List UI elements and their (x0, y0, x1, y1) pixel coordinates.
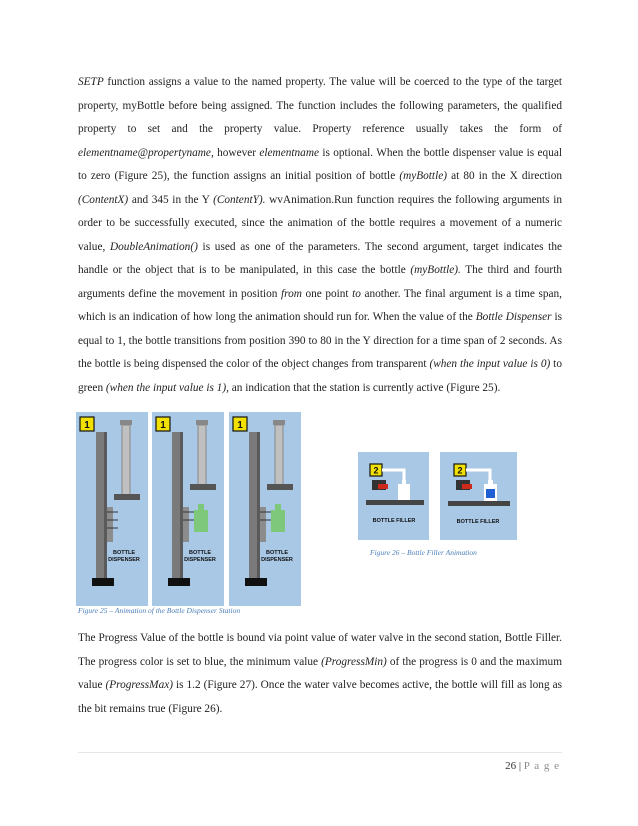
figure26-frame-1 (358, 452, 429, 540)
text-span: wvAnimation.Run function requires the following arguments in order to be successfully executed, since the animation of the bottle requires a movement of a numeric value, (78, 193, 562, 253)
figure26-frame-2 (440, 452, 517, 540)
white-bottle (398, 484, 410, 500)
station-label: DISPENSER (184, 557, 216, 563)
text-span: is 1.2 (Figure 27). Once the water valve becomes active, the bottle will fill as long as the bit remains true (Figure 26). (78, 679, 562, 715)
text-span: an indication that the station is currently active (Figure 25). (228, 381, 501, 394)
text-span: however (213, 146, 260, 159)
text-span: (when the input value is 1), (105, 381, 229, 394)
text-span: (myBottle). (410, 264, 461, 276)
text-span: is used as one of the parameters. The second argument, target indicates the handle or the object that is to be manipulated, in this case the bottle (78, 240, 562, 276)
station-number: 1 (237, 420, 243, 431)
station-number: 2 (457, 465, 463, 476)
text-span: and 345 in the Y (128, 193, 214, 206)
green-bottle (194, 510, 208, 532)
text-span: elementname@propertyname, (78, 146, 214, 159)
text-span: DoubleAnimation() (110, 240, 198, 253)
station-label: BOTTLE (113, 550, 135, 556)
figure26-caption: Figure 26 – Bottle Filler Animation (370, 548, 477, 557)
text-span: (when the input value is 0) (429, 358, 551, 370)
page-number: 26 (505, 760, 517, 772)
text-span: (ContentX) (78, 193, 129, 206)
text-span: (ProgressMax) (105, 679, 173, 691)
text-span: to green (78, 358, 562, 394)
station-label: BOTTLE FILLER (456, 519, 500, 525)
station-label: DISPENSER (261, 557, 293, 563)
station-number: 1 (84, 420, 90, 431)
figure25-frame-3 (229, 412, 301, 606)
text-span: The Progress Value of the bottle is bound via point value of water valve in the second station, Bottle Filler. The progress color is set to blue, the minimum value (78, 632, 562, 668)
text-span: is optional. When the bottle dispenser value is equal to zero (Figure 25), the function assigns an initial position of bottle (78, 146, 562, 182)
green-bottle (271, 510, 285, 532)
text-span: elementname (259, 146, 319, 159)
footer-divider (78, 752, 562, 753)
text-span: one point (301, 287, 353, 300)
text-span: SETP (78, 76, 104, 88)
text-span: at 80 in the X direction (447, 170, 562, 182)
station-label: BOTTLE (266, 550, 288, 556)
text-span: of the progress is 0 and the maximum value (78, 655, 562, 691)
figure25-frame-1 (76, 412, 148, 606)
text-span: function assigns a value to the named property. The value will be coerced to the type of the target property, myBottle before being assigned. The function includes the following parameters, the qualified property to set and the property value. Property reference usually takes the form of (78, 76, 562, 135)
text-span: another. The final argument is a time span, which is an indication of how long the animation should run for. When the value of the (78, 287, 562, 323)
text-span: (ProgressMin) (321, 655, 387, 668)
paragraph-setp-description (78, 71, 562, 400)
station-label: BOTTLE (189, 550, 211, 556)
page-footer (505, 760, 560, 772)
figure25-frame-2 (152, 412, 224, 606)
text-span: (ContentY). (213, 193, 266, 206)
text-span: The third and fourth arguments define the movement in position (78, 264, 562, 300)
paragraph-progress-value (78, 627, 562, 721)
text-span: Bottle Dispenser (475, 311, 552, 323)
station-label: BOTTLE FILLER (372, 518, 416, 524)
text-span: is equal to 1, the bottle transitions from position 390 to 80 in the Y direction for a time span of 2 seconds. As the bottle is being dispensed the color of the object changes from transparent (78, 311, 562, 370)
text-span: (myBottle) (399, 170, 447, 182)
station-label: DISPENSER (108, 557, 140, 563)
text-span: from (281, 287, 302, 300)
station-number: 2 (373, 465, 379, 476)
figure25-caption: Figure 25 – Animation of the Bottle Dispenser Station (78, 606, 241, 615)
text-span: to (352, 287, 361, 300)
footer-separator: | (516, 760, 524, 772)
station-number: 1 (160, 420, 166, 431)
page-word: P a g e (523, 760, 560, 772)
